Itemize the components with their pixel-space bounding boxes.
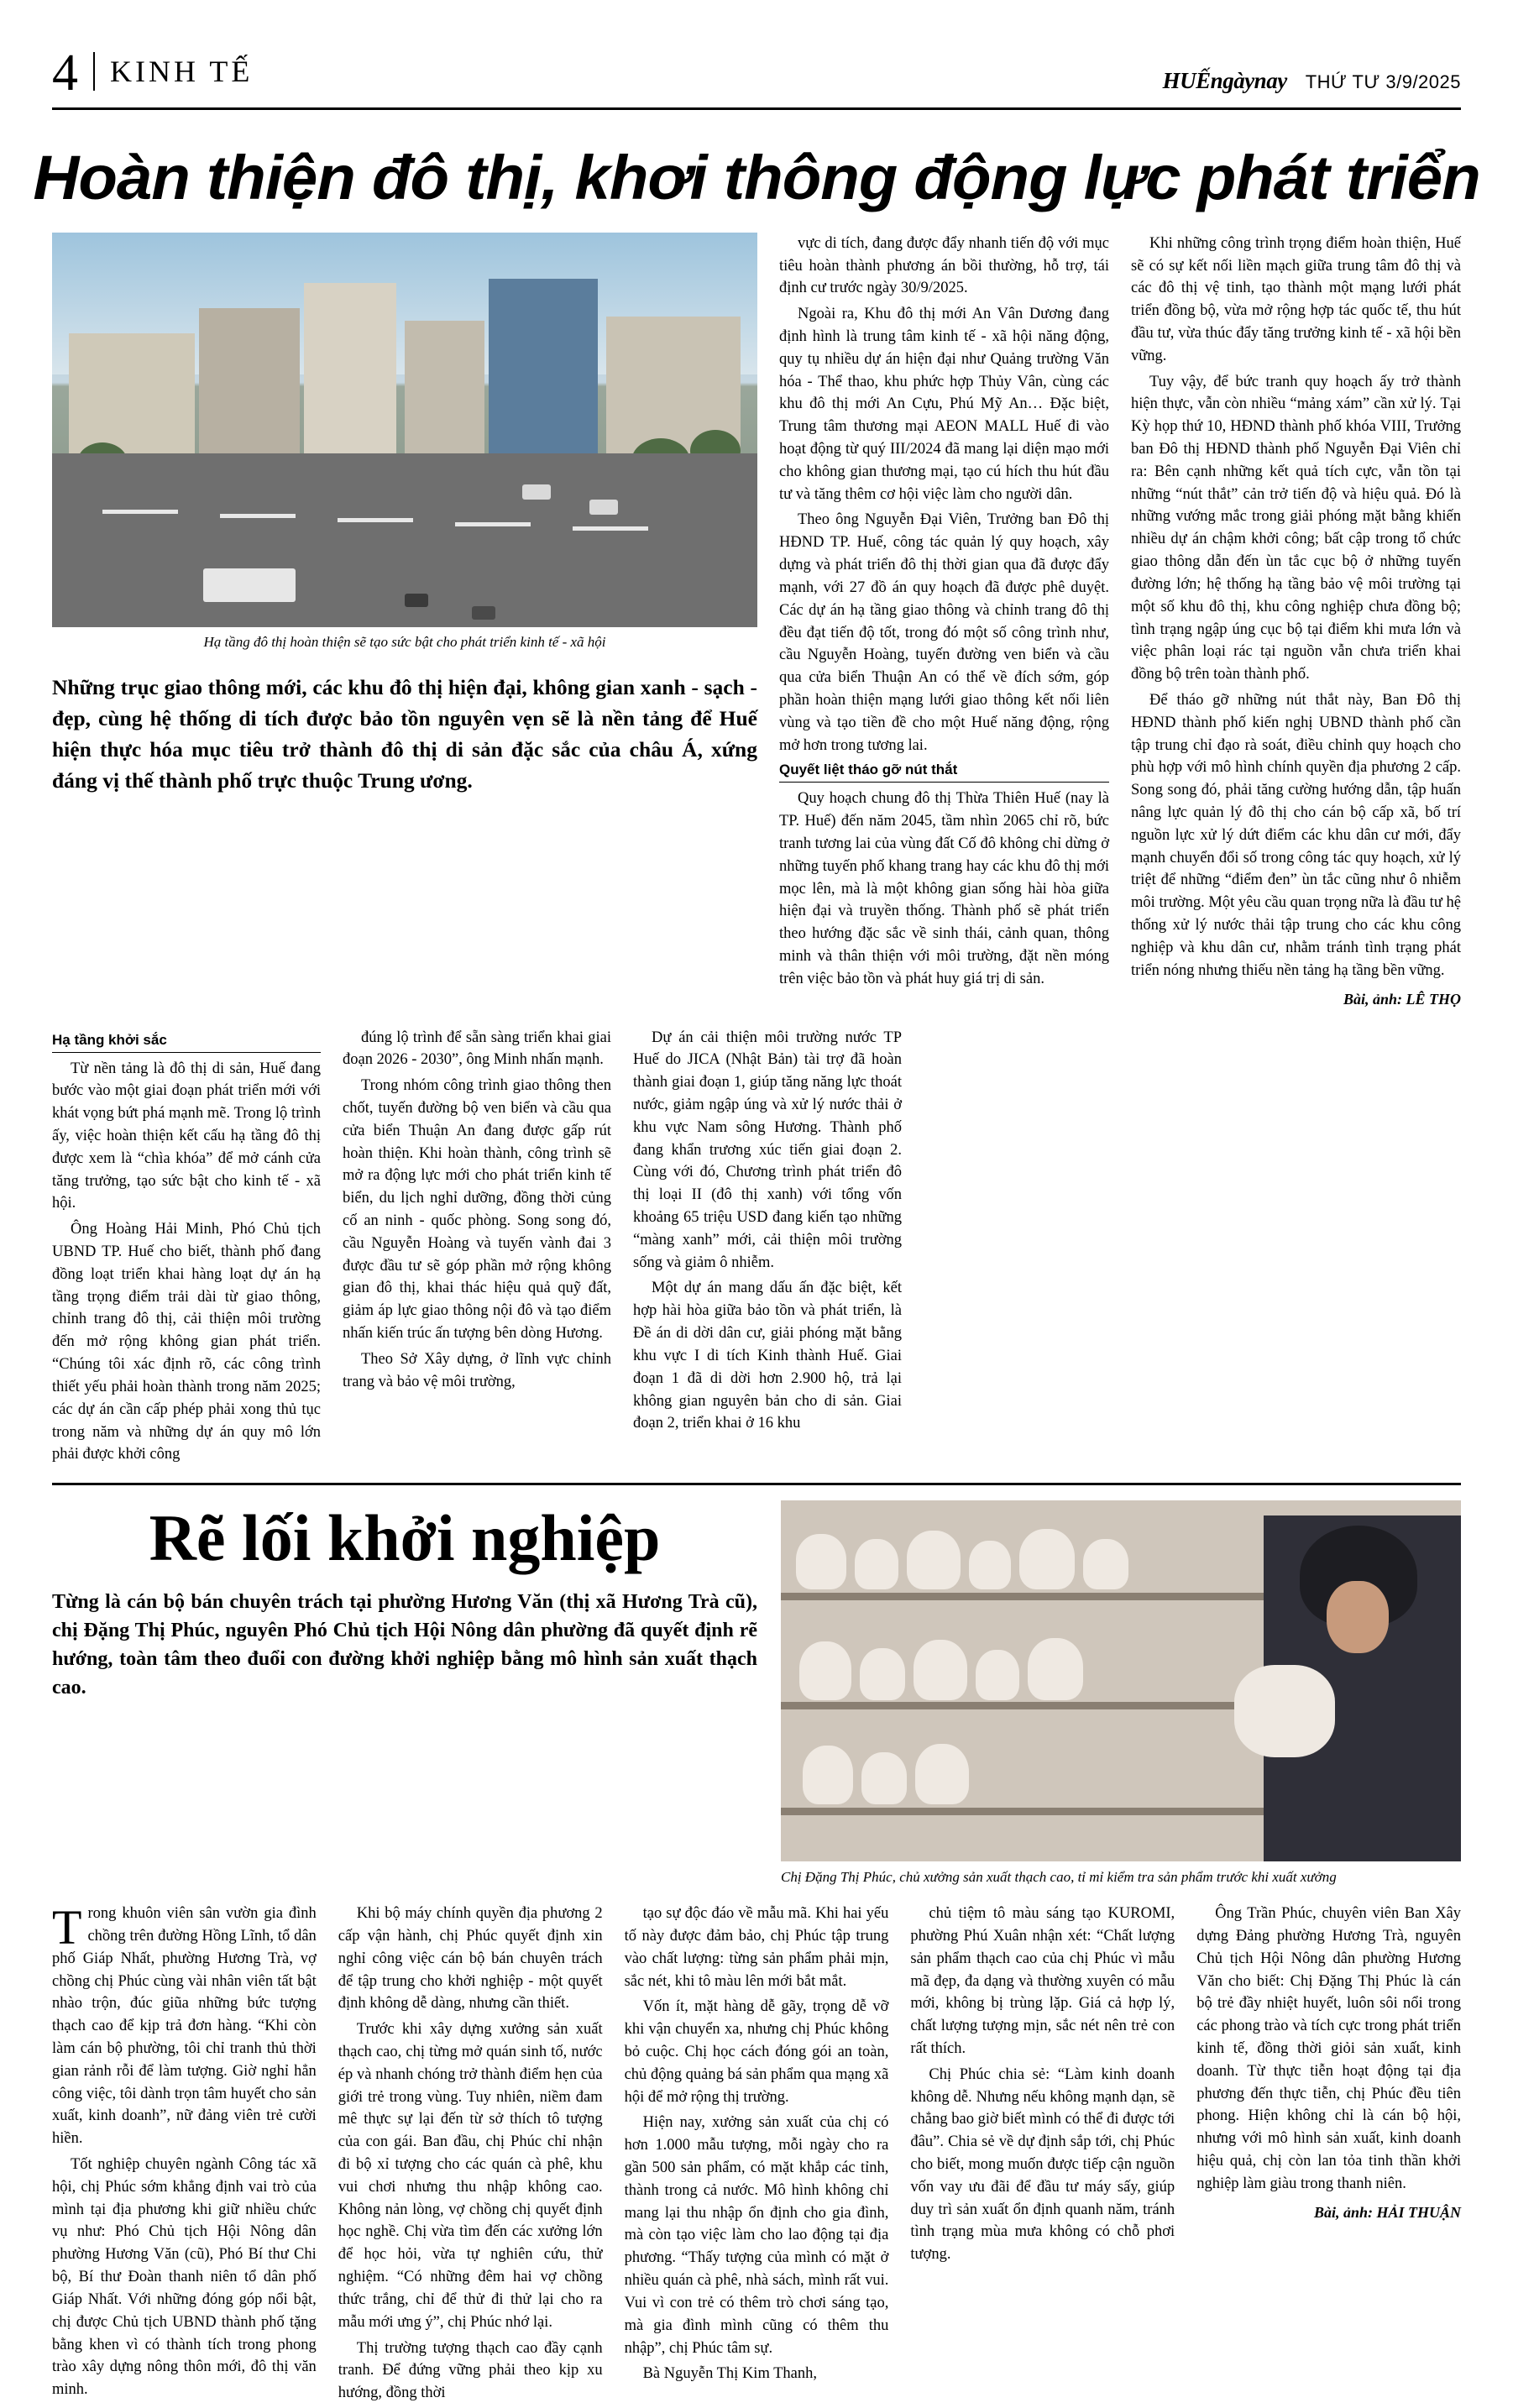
paragraph: Quy hoạch chung đô thị Thừa Thiên Huế (nay là TP. Huế) đến năm 2045, tầm nhìn 2065 chỉ rõ, bức tranh tương lai của vùng đất Cố đô không chỉ dừng ở những tuyến phố khang trang hay các khu đô thị mới mọc lên, mà là một không gian sống hài hòa giữa hiện đại và truyền thống. Thành phố sẽ phát triển theo hướng đặc sắc về sinh thái, cảnh quan, thông minh và thân thiện với môi trường, đặt nền móng trên việc bảo tồn và phát huy giá trị di sản. (779, 790, 1109, 987)
paragraph: Ông Hoàng Hải Minh, Phó Chủ tịch UBND TP. Huế cho biết, thành phố đang đồng loạt triển khai hàng loạt dự án hạ tầng trọng điểm trải dài từ giao thông, chỉnh trang đô thị, cải thiện môi trường đến mở rộng không gian phát triển. “Chúng tôi xác định rõ, các công trình thiết yếu phải hoàn thành trong năm 2025; các dự án cần cấp phép phải xong thủ tục trong năm và những dự án quy mô lớn phải được khởi công (52, 1221, 321, 1463)
paragraph: vực di tích, đang được đẩy nhanh tiến độ với mục tiêu hoàn thành phương án bồi thường, hỗ trợ, tái định cư trước ngày 30/9/2025. (779, 234, 1109, 297)
paragraph: Trong khuôn viên sân vườn gia đình chồng trên đường Hồng Lĩnh, tổ dân phố Giáp Nhất, phường Hương Trà, vợ chồng chị Phúc cùng vài nhân viên tất bật nhào trộn, đúc giũa những bức tượng thạch cao để kịp trả đơn hàng. “Khi còn làm cán bộ phường, tôi chỉ tranh thủ thời gian rảnh rỗi để làm tượng. Giờ nghỉ hẳn công việc, tôi dành trọn tâm huyết cho sản xuất, kinh doanh”, nữ đảng viên trẻ cười hiền. (52, 1900, 317, 2148)
masthead-left (52, 44, 254, 102)
paragraph: Chị Phúc chia sẻ: “Làm kinh doanh không dễ. Nhưng nếu không mạnh dạn, sẽ chẳng bao giờ biết mình có thể đi được tới đâu”. Chia sẻ về dự định sắp tới, chị Phúc cho biết, mong muốn được tiếp cận nguồn vốn vay ưu đãi để đầu tư máy sấy, giúp duy trì sản xuất ổn định quanh năm, tránh tình trạng mùa mưa không có chỗ phơi tượng. (910, 2065, 1175, 2264)
paragraph: Khi bộ máy chính quyền địa phương 2 cấp vận hành, chị Phúc quyết định xin nghỉ công việc cán bộ bán chuyên trách để tập trung cho khởi nghiệp - một quyết định không dễ dàng, nhưng cần thiết. (338, 1905, 603, 2013)
article2-col5 (1196, 1903, 1461, 2408)
paragraph: Để tháo gỡ những nút thắt này, Ban Đô thị HĐND thành phố kiến nghị UBND thành phố cần tập trung chỉ đạo rà soát, điều chỉnh quy hoạch cho phù hợp với mô hình chính quyền địa phương 2 cấp. Song song đó, phải tăng cường hướng dẫn, tập huấn nâng lực quản lý đô thị cho cán bộ cấp xã, bố trí nguồn lực xử lý dứt điểm các khu dân cư mới, đẩy mạnh chuyển đổi số trong công tác quy hoạch, xử lý triệt để những “điểm đen” ùn tắc cũng như ô nhiễm môi trường. Một yêu cầu quan trọng nữa là đầu tư hệ thống xử lý nước thải tập trung cho các khu công nghiệp và khu dân cư, nhằm tránh tình trạng phát triển nóng nhưng thiếu nền tảng hạ tầng bền vững. (1131, 691, 1461, 979)
article2-photo (781, 1500, 1461, 1861)
article1-photo (52, 233, 757, 627)
article1-col2 (343, 1027, 611, 1470)
brand-logo: HUẾngàynay (1162, 68, 1287, 93)
paragraph: Trong nhóm công trình giao thông then chốt, tuyến đường bộ ven biển và cầu qua cửa biển Thuận An đang được gấp rút hoàn thiện. Khi hoàn thành, công trình sẽ mở ra động lực mới cho phát triển kinh tế biển, du lịch nghỉ dưỡng, đồng thời củng cố an ninh - quốc phòng. Song song đó, cầu Nguyễn Hoàng và tuyến vành đai 3 được đầu tư sẽ góp phần mở rộng không gian đô thị, khai thác hiệu quả quỹ đất, giảm áp lực giao thông nội đô và tạo điểm nhấn kiến trúc ấn tượng bên dòng Hương. (343, 1077, 611, 1343)
article-urban-development (33, 143, 1480, 1469)
paragraph: Dự án cải thiện môi trường nước TP Huế do JICA (Nhật Bản) tài trợ đã hoàn thành giai đoạn 1, giúp tăng năng lực thoát nước, giảm ngập úng và xử lý nước thải ở khu vực Nam sông Hương. Thành phố đang khẩn trương xúc tiến giai đoạn 2. Cùng với đó, Chương trình phát triển đô thị loại II (đô thị xanh) với tổng vốn khoảng 65 triệu USD đang kiến tạo những “màng xanh” mới, cải thiện môi trường sống và giảm ô nhiễm. (633, 1029, 902, 1271)
section-title: KINH TẾ (110, 55, 254, 88)
article1-col3 (633, 1027, 902, 1470)
paragraph: Tốt nghiệp chuyên ngành Công tác xã hội, chị Phúc sớm khẳng định vai trò của mình tại địa phương khi giữ nhiều chức vụ như: Phó Chủ tịch Hội Nông dân phường Hương Văn (cũ), Phó Bí thư Chi bộ, Bí thư Đoàn thanh niên tổ dân phố Giáp Nhất. Với những đóng góp nổi bật, chị được Chủ tịch UBND thành phố tặng bằng khen vì có thành tích trong phong trào xây dựng nông thôn mới, đô thị văn minh. (52, 2156, 317, 2399)
paragraph: Khi những công trình trọng điểm hoàn thiện, Huế sẽ có sự kết nối liền mạch giữa trung tâm đô thị và các đô thị vệ tinh, tạo thành một mạng lưới phát triển đồng bộ, vừa mở rộng hợp tác quốc tế, thu hút đầu tư, vừa thúc đẩy tăng trưởng kinh tế - xã hội bền vững. (1131, 234, 1461, 364)
section-divider (52, 1483, 1461, 1485)
article1-col1 (52, 1027, 321, 1470)
article2-byline: Bài, ảnh: HẢI THUẬN (1313, 2203, 1461, 2221)
article1-headline: Hoàn thiện đô thị, khơi thông động lực phát triển (33, 143, 1480, 212)
issue-date: THỨ TƯ 3/9/2025 (1305, 71, 1461, 92)
masthead-right (1163, 68, 1461, 99)
article2-columns (52, 1900, 1461, 2408)
article2-col4 (910, 1903, 1175, 2408)
paragraph: Trước khi xây dựng xưởng sản xuất thạch cao, chị từng mở quán sinh tố, nước ép và nhanh chóng trở thành điểm hẹn của giới trẻ trong vùng. Tuy nhiên, niềm đam mê thực sự lại đến từ sở thích tô tượng của con gái. Ban đầu, chị Phúc chỉ nhận đi bộ xỉ tượng cho các quán cà phê, khu vui chơi nhưng thu nhập không cao. Không nản lòng, vợ chồng chị quyết định học nghề. Chị vừa tìm đến các xưởng lớn để học hỏi, vừa tự nghiên cứu, thử nghiệm. “Có những đêm hai vợ chồng thức trắng, chỉ để thử đi thử lại cho ra mẫu mới ưng ý”, chị Phúc nhớ lại. (338, 2021, 603, 2331)
article1-upper-columns (779, 233, 1461, 1008)
paragraph: Hiện nay, xưởng sản xuất của chị có hơn 1.000 mẫu tượng, mỗi ngày cho ra gần 500 sản phẩm, có mặt khắp các tỉnh, thành trong cả nước. Mô hình không chỉ mang lại thu nhập ổn định cho gia đình, mà còn tạo việc làm cho lao động tại địa phương. “Thấy tượng của mình có mặt ở nhiều quán cà phê, nhà sách, mình rất vui. Vui vì con trẻ có thêm trò chơi sáng tạo, mà gia đình mình cũng có thêm thu nhập”, chị Phúc tâm sự. (624, 2114, 889, 2357)
paragraph: chủ tiệm tô màu sáng tạo KUROMI, phường Phú Xuân nhận xét: “Chất lượng sản phẩm thạch cao của chị Phúc vì mẫu mã đẹp, đa dạng và thường xuyên có mẫu mới, không bị trùng lặp. Giá cả hợp lý, chất lượng tượng mịn, sắc nét nên trẻ con rất thích. (910, 1905, 1175, 2057)
article1-subhead-1: Hạ tầng khởi sắc (52, 1032, 321, 1053)
article1-col4 (779, 233, 1109, 1008)
paragraph: Vốn ít, mặt hàng dễ gãy, trọng dễ vỡ khi vận chuyển xa, nhưng chị Phúc không bỏ cuộc. Chị học cách đóng gói an toàn, chủ động quảng bá sản phẩm qua mạng xã hội để mở rộng thị trường. (624, 1998, 889, 2106)
paragraph: Ngoài ra, Khu đô thị mới An Vân Dương đang định hình là trung tâm kinh tế - xã hội năng động, quy tụ nhiều dự án hiện đại như Quảng trường Văn hóa - Thể thao, khu phức hợp Thủy Vân, cùng các khu đô thị mới An Cựu, Phú Mỹ An… Đặc biệt, Trung tâm thương mại AEON MALL Huế đi vào hoạt động từ quý III/2024 đã mang lại diện mạo mới cho không gian thương mại, tạo cú hích thu hút đầu tư và tăng thêm cơ hội việc làm cho người dân. (779, 306, 1109, 503)
paragraph: tạo sự độc đáo về mẫu mã. Khi hai yếu tố này được đảm bảo, chị Phúc tập trung vào chất lượng: từng sản phẩm phải mịn, sắc nét, khi tô màu lên mới bắt mắt. (624, 1905, 889, 1990)
article1-photo-block (52, 233, 757, 797)
article2-col2 (338, 1903, 603, 2408)
page-number: 4 (52, 44, 78, 102)
article1-subhead-2: Quyết liệt tháo gỡ nút thắt (779, 762, 1109, 783)
article2-col3 (625, 1903, 889, 2408)
article1-top (52, 233, 1461, 1008)
article-startup (52, 1500, 1461, 2408)
paragraph: Bà Nguyễn Thị Kim Thanh, (642, 2365, 818, 2383)
paragraph: Theo Sở Xây dựng, ở lĩnh vực chỉnh trang và bảo vệ môi trường, (343, 1350, 611, 1390)
paragraph: Từ nền tảng là đô thị di sản, Huế đang bước vào một giai đoạn phát triển mới với khát vọng bứt phá mạnh mẽ. Trong lộ trình ấy, việc hoàn thiện kết cấu hạ tầng đô thị được xem là “chìa khóa” để mở cánh cửa tăng trưởng, tạo sức bật cho kinh tế - xã hội. (52, 1060, 321, 1212)
article2-photo-block (781, 1500, 1461, 1887)
article2-top (52, 1500, 1461, 1887)
paragraph: đúng lộ trình để sẵn sàng triển khai giai đoạn 2026 - 2030”, ông Minh nhấn mạnh. (343, 1029, 611, 1069)
article1-photo-caption: Hạ tầng đô thị hoàn thiện sẽ tạo sức bật cho phát triển kinh tế - xã hội (203, 633, 606, 650)
article1-lede: Những trục giao thông mới, các khu đô thị hiện đại, không gian xanh - sạch - đẹp, cùng hệ thống di tích được bảo tồn nguyên vẹn sẽ là nền tảng để Huế hiện thực hóa mục tiêu trở thành đô thị di sản đặc sắc của châu Á, xứng đáng vị thế thành phố trực thuộc Trung ương. (52, 674, 757, 793)
paragraph: Thị trường tượng thạch cao đầy cạnh tranh. Để đứng vững phải theo kịp xu hướng, đồng thời (338, 2339, 603, 2402)
paragraph: Tuy vậy, để bức tranh quy hoạch ấy trở thành hiện thực, vẫn còn nhiều “mảng xám” cần xử lý. Tại Kỳ họp thứ 10, HĐND thành phố khóa VIII, Trưởng ban Đô thị HĐND thành phố Nguyễn Đại Viên chỉ ra: Bên cạnh những kết quả tích cực, vẫn tồn tại những “nút thắt” cản trở tiến độ và hiệu quả. Đó là những vướng mắc trong giải phóng mặt bằng khiến nhiều dự án chậm khởi công; bất cập trong tổ chức giao thông dẫn đến ùn tắc cục bộ ở những tuyến đường lớn; hệ thống hạ tầng bảo vệ môi trường tại một số khu đô thị, khu công nghiệp chưa đồng bộ; tình trạng ngập úng cục bộ tại điểm khi mưa lớn và việc phân loại rác tại nguồn vẫn chưa triển khai đồng bộ trên toàn thành phố. (1131, 373, 1461, 683)
article1-byline: Bài, ảnh: LÊ THỌ (1343, 990, 1461, 1008)
paragraph: Ông Trần Phúc, chuyên viên Ban Xây dựng Đảng phường Hương Trà, nguyên Chủ tịch Hội Nông dân phường Hương Văn cho biết: Chị Đặng Thị Phúc là cán bộ trẻ đầy nhiệt huyết, luôn sôi nổi trong các phong trào và tích cực trong phát triển kinh tế, đồng thời giỏi sản xuất, kinh doanh. Từ thực tiễn hoạt động tại địa phương đến thực tiễn, chị Phúc đều tiên phong. Hiện không chỉ là cán bộ hội, nhưng với mô hình sản xuất, kinh doanh hiệu quả, chị còn lan tỏa tinh thần khởi nghiệp làm giàu trong thanh niên. (1196, 1905, 1461, 2192)
article1-col5 (1131, 233, 1461, 1008)
masthead (52, 44, 1461, 110)
paragraph: Theo ông Nguyễn Đại Viên, Trưởng ban Đô thị HĐND TP. Huế, công tác quản lý quy hoạch, xây dựng và phát triển đô thị thời gian qua đã được đẩy mạnh, với 27 đồ án quy hoạch đã được phê duyệt. Các dự án hạ tầng giao thông và chỉnh trang đô thị đều đạt tiến độ tốt, trong đó một số công trình như, cầu Nguyễn Hoàng, tuyến đường ven biển và cầu qua cửa biển Thuận An có thể về đích sớm, góp phần hoàn thiện mạng lưới giao thông kết nối liên vùng và tạo tiền đề cho một Huế năng động, rộng mở hơn trong tương lai. (779, 511, 1109, 754)
article2-col1 (52, 1900, 317, 2408)
article2-headline-block (52, 1500, 757, 1702)
article1-lower-columns (52, 1027, 1461, 1470)
article2-headline: Rẽ lối khởi nghiệp (149, 1501, 661, 1575)
paragraph: Một dự án mang dấu ấn đặc biệt, kết hợp hài hòa giữa bảo tồn và phát triển, là Đề án di dời dân cư, giải phóng mặt bằng khu vực I di tích Kinh thành Huế. Giai đoạn 1 đã di dời hơn 2.900 hộ, trả lại không gian nguyên bản cho di sản. Giai đoạn 2, triển khai ở 16 khu (633, 1280, 902, 1432)
article2-photo-caption: Chị Đặng Thị Phúc, chủ xưởng sản xuất thạch cao, tỉ mỉ kiểm tra sản phẩm trước khi xuất xưởng (781, 1869, 1337, 1886)
masthead-divider-icon (93, 52, 95, 91)
article2-lede: Từng là cán bộ bán chuyên trách tại phường Hương Văn (thị xã Hương Trà cũ), chị Đặng Thị Phúc, nguyên Phó Chủ tịch Hội Nông dân phường đã quyết định rẽ hướng, toàn tâm theo đuổi con đường khởi nghiệp bằng mô hình sản xuất thạch cao. (52, 1591, 757, 1699)
